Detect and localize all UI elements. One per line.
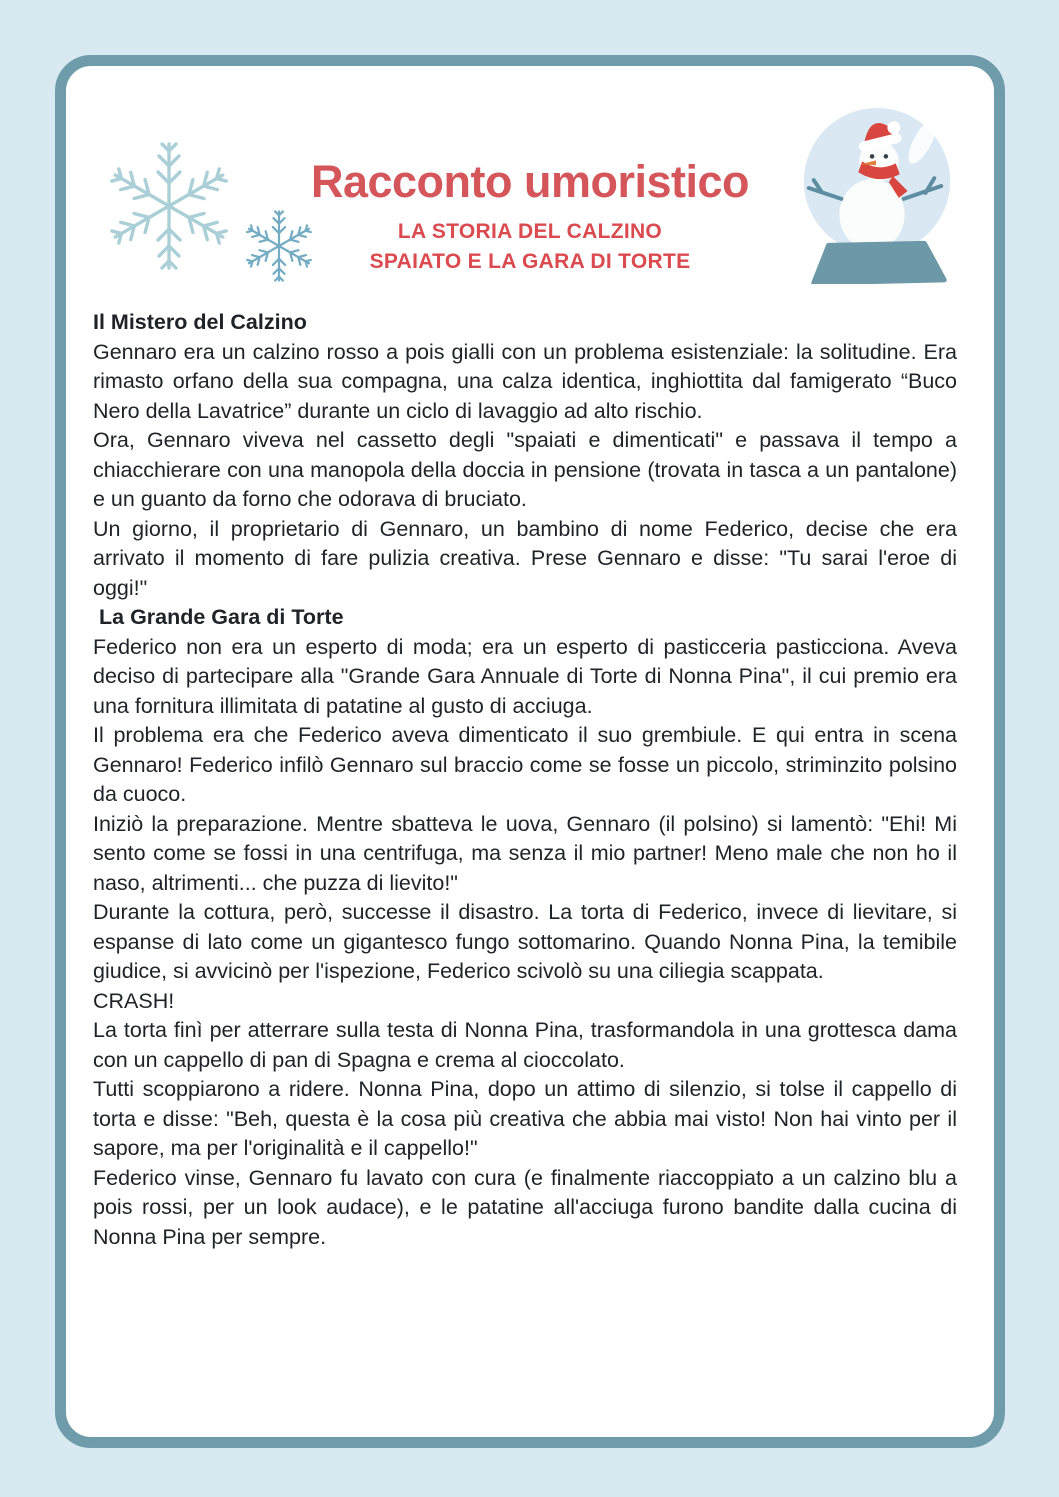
story-paragraph: Tutti scoppiarono a ridere. Nonna Pina, dopo un attimo di silenzio, si tolse il cappello di torta e disse: "Beh, questa è la cosa più creativa che abbia mai visto! Non hai vinto per il sapore, ma per l'originalità e il cappello!" [93, 1077, 957, 1160]
story-paragraph: Durante la cottura, però, successe il disastro. La torta di Federico, invece di lievitare, si espanse di lato come un gigantesco fungo sottomarino. Quando Nonna Pina, la temibile giudice, si avvicinò per l'ispezione, Federico scivolò su una ciliegia scappata. [93, 900, 957, 983]
story-paragraph: La torta finì per atterrare sulla testa di Nonna Pina, trasformandola in una grottesca dama con un cappello di pan di Spagna e crema al cioccolato. [93, 1018, 957, 1072]
section-heading-gara: La Grande Gara di Torte [99, 605, 344, 629]
page-subtitle-line1: LA STORIA DEL CALZINO [397, 220, 663, 243]
story-paragraph: Federico non era un esperto di moda; era un esperto di pasticceria pasticciona. Aveva deciso di partecipare alla "Grande Gara Annuale di Torte di Nonna Pina", il cui premio era una fornitura illimitata di patatine al gusto di acciuga. [93, 634, 957, 718]
page-title: Racconto umoristico [310, 156, 750, 207]
story-paragraph: Ora, Gennaro viveva nel cassetto degli "spaiati e dimenticati" e passava il tempo a chiacchierare con una manopola della doccia in pensione (trovata in tasca a un pantalone) e un guanto da forno che odorava di bruciato. [93, 428, 957, 511]
header [66, 156, 994, 278]
story-paragraph: Gennaro era un calzino rosso a pois gialli con un problema esistenziale: la solitudine. Era rimasto orfano della sua compagna, una calza identica, inghiottita dal famigerato “Buco Nero della Lavatrice” durante un ciclo di lavaggio ad alto rischio. [93, 339, 957, 423]
page-subtitle-line2: SPAIATO E LA GARA DI TORTE [369, 250, 691, 274]
story-paragraph: Iniziò la preparazione. Mentre sbatteva le uova, Gennaro (il polsino) si lamentò: "Ehi! Mi sento come se fossi in una centrifuga, ma senza il mio partner! Meno male che non ho il naso, altrimenti... che puzza di lievito!" [93, 811, 957, 895]
section-heading-mistero: Il Mistero del Calzino [93, 310, 307, 334]
story-card [55, 55, 1005, 1448]
story-paragraph: CRASH! [93, 988, 175, 1013]
story-text [93, 308, 957, 1252]
story-paragraph: Un giorno, il proprietario di Gennaro, un bambino di nome Federico, decise che era arrivato il momento di fare pulizia creativa. Prese Gennaro e disse: "Tu sarai l'eroe di oggi!" [93, 516, 957, 600]
story-paragraph: Federico vinse, Gennaro fu lavato con cura (e finalmente riaccoppiato a un calzino blu a pois rossi, per un look audace), e le patatine all'acciuga furono bandite dalla cucina di Nonna Pina per sempre. [93, 1165, 957, 1249]
story-paragraph: Il problema era che Federico aveva dimenticato il suo grembiule. E qui entra in scena Gennaro! Federico infilò Gennaro sul braccio come se fosse un piccolo, striminzito polsino da cuoco. [93, 723, 957, 806]
